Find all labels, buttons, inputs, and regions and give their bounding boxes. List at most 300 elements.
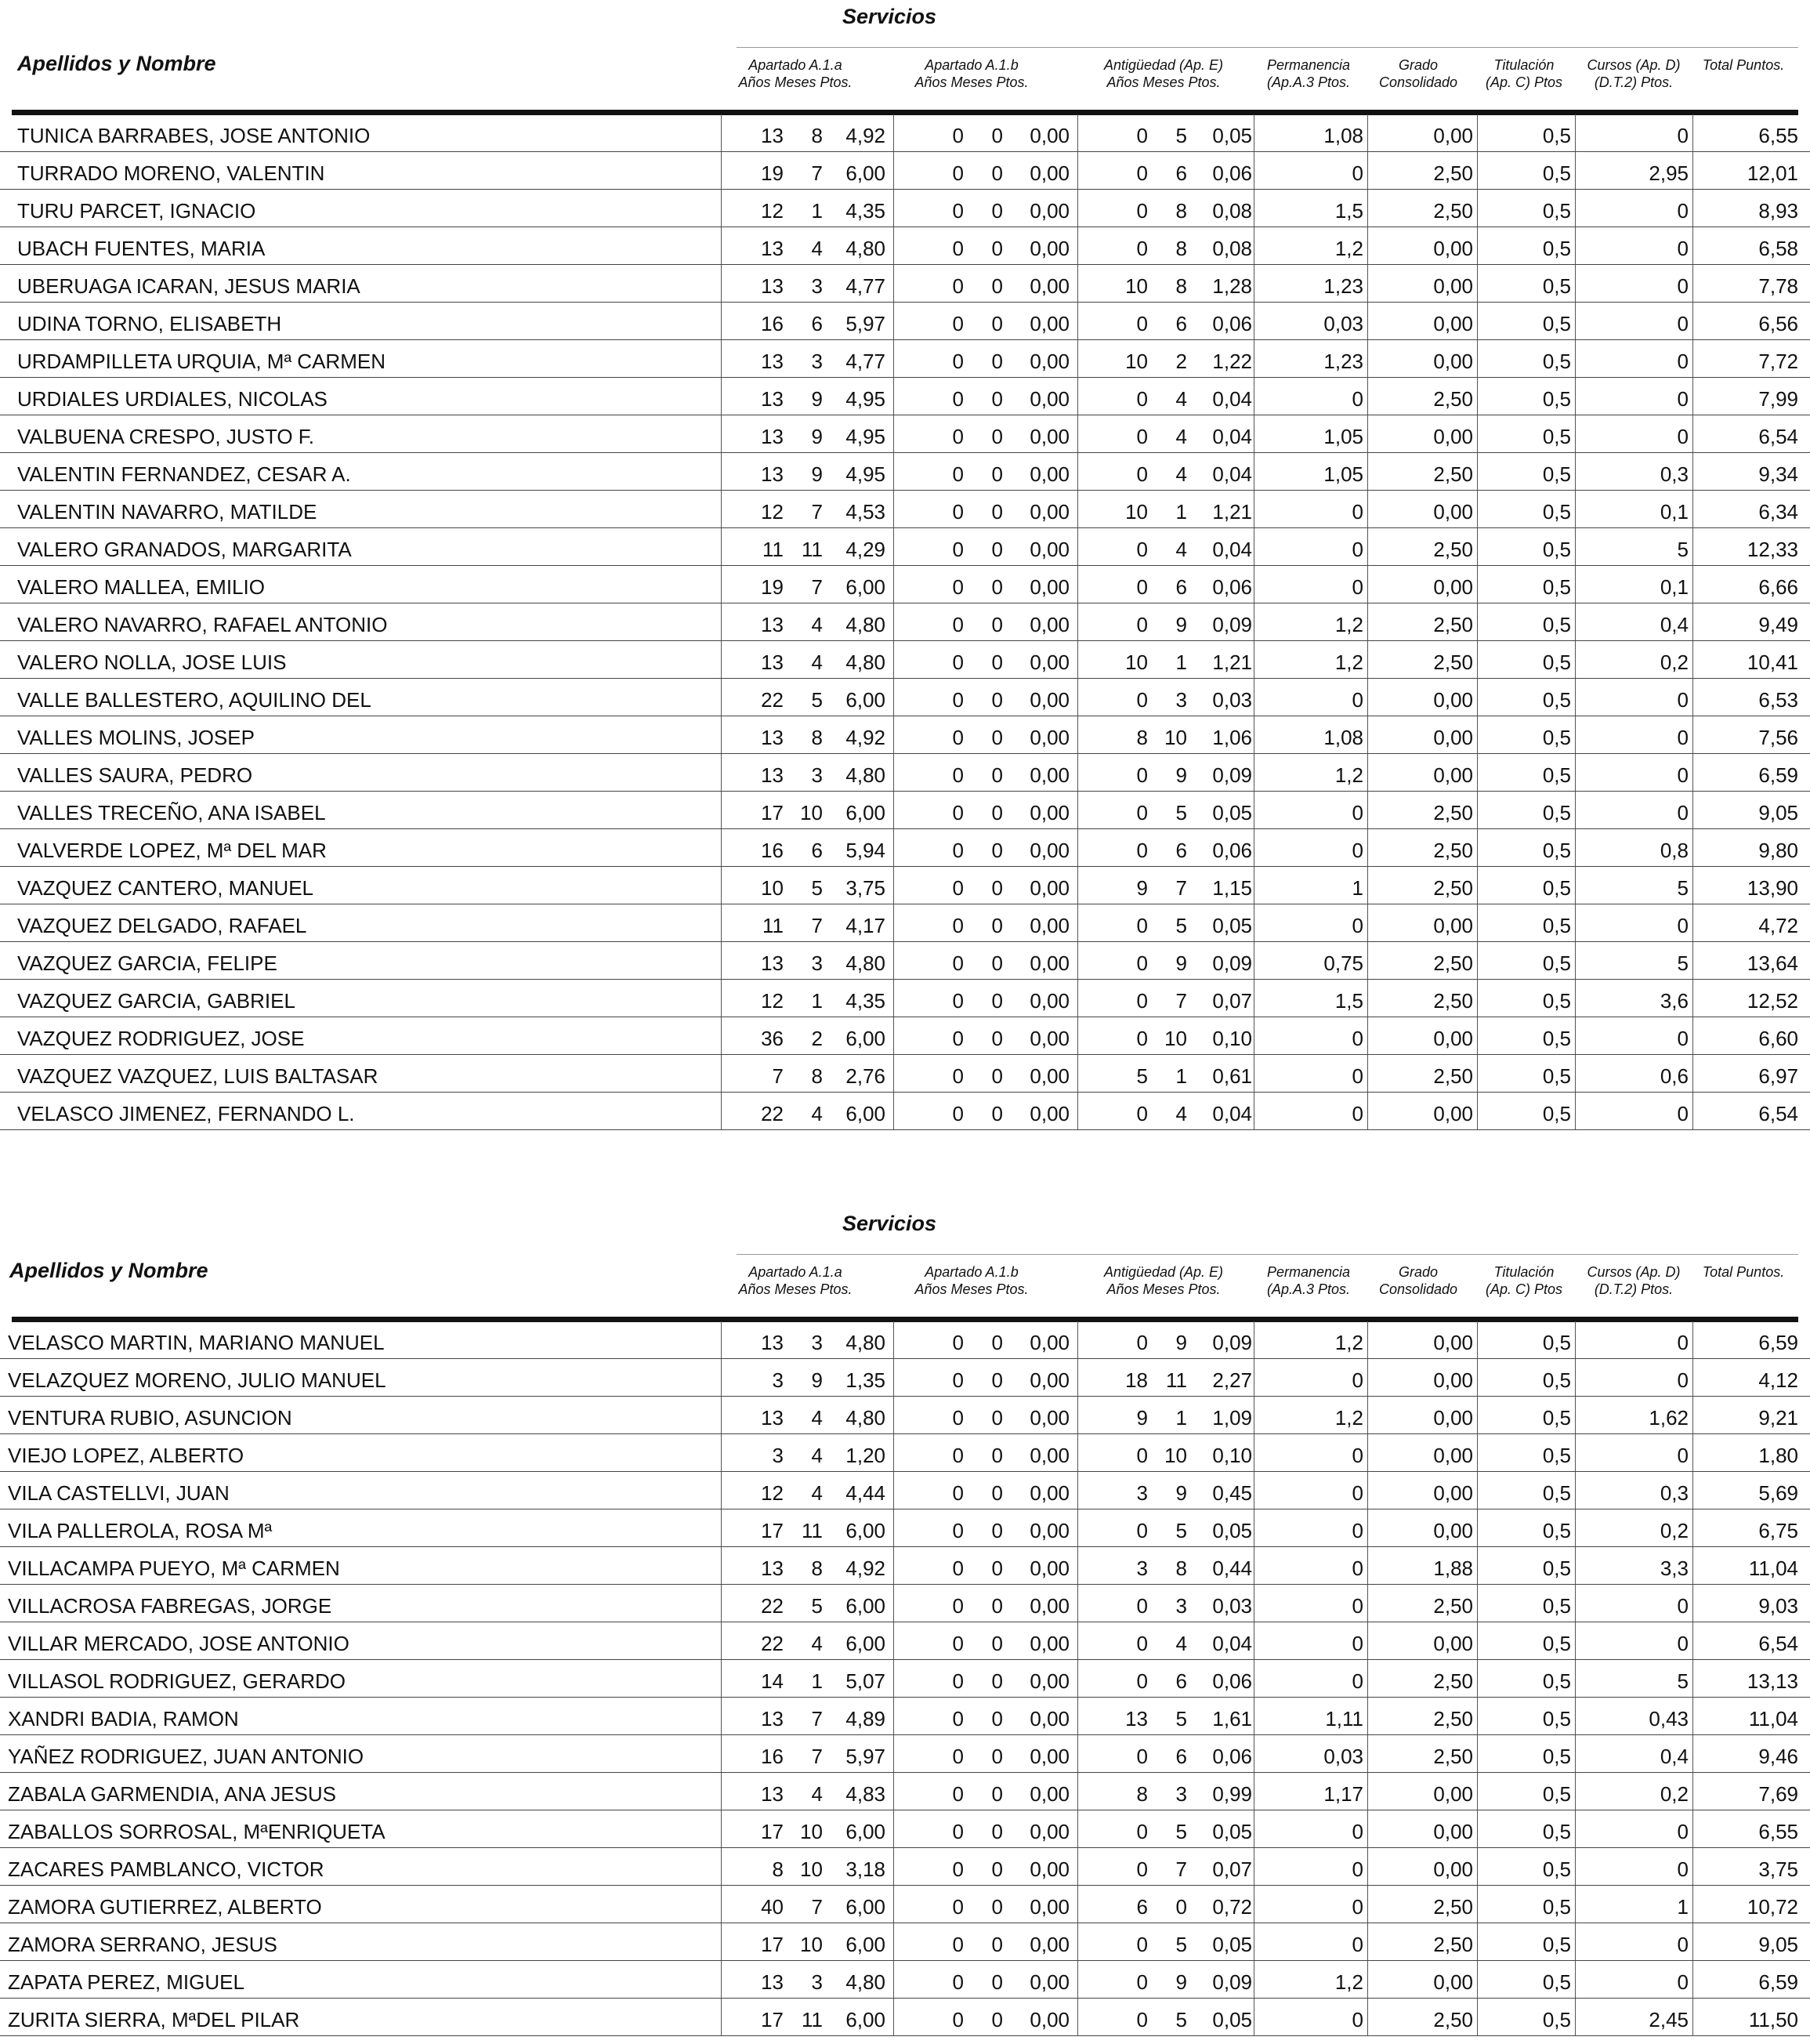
cell-ant-ptos: 0,45: [1212, 1481, 1252, 1505]
column-divider: [1477, 378, 1478, 415]
cell-ant-anos: 0: [1136, 839, 1148, 862]
cell-ant-meses: 5: [1175, 1933, 1187, 1956]
cell-ant-anos: 0: [1136, 538, 1148, 561]
column-divider: [721, 904, 722, 941]
column-divider: [1367, 415, 1368, 452]
table-row: [0, 1923, 1810, 1961]
cell-ant-anos: 0: [1136, 1970, 1148, 1994]
cell-titulacion: 0,5: [1542, 538, 1571, 561]
cell-grado: 2,50: [1433, 2008, 1473, 2031]
column-divider: [721, 1660, 722, 1697]
cell-name: YAÑEZ RODRIGUEZ, JUAN ANTONIO: [8, 1745, 364, 1768]
cell-grado: 2,50: [1433, 1707, 1473, 1731]
cell-ant-anos: 0: [1136, 1745, 1148, 1768]
cell-a1b-meses: 0: [991, 951, 1003, 975]
cell-a1b-meses: 0: [991, 613, 1003, 636]
column-divider: [1692, 1472, 1693, 1509]
cell-ant-ptos: 0,06: [1212, 1669, 1252, 1693]
cell-a1b-ptos: 0,00: [1030, 274, 1070, 298]
column-divider: [1477, 1735, 1478, 1772]
cell-a1b-ptos: 0,00: [1030, 538, 1070, 561]
cell-titulacion: 0,5: [1542, 1444, 1571, 1467]
column-divider: [1575, 1585, 1576, 1622]
column-divider: [721, 378, 722, 415]
cell-titulacion: 0,5: [1542, 1102, 1571, 1125]
cell-ant-anos: 0: [1136, 312, 1148, 335]
cell-ant-anos: 0: [1136, 801, 1148, 824]
cell-total: 11,04: [1748, 1557, 1798, 1580]
cell-ant-meses: 10: [1164, 726, 1187, 749]
cell-ant-anos: 9: [1136, 1406, 1148, 1430]
column-divider: [893, 754, 894, 791]
column-divider: [1367, 829, 1368, 866]
cell-total: 7,69: [1758, 1782, 1798, 1806]
cell-a1a-ptos: 6,00: [845, 575, 885, 599]
cell-a1b-anos: 0: [952, 688, 964, 712]
cell-permanencia: 0: [1352, 914, 1363, 937]
cell-a1a-ptos: 4,77: [845, 274, 885, 298]
cell-total: 6,54: [1758, 425, 1798, 448]
cell-a1a-anos: 17: [761, 2008, 784, 2031]
cell-grado: 0,00: [1433, 124, 1473, 147]
cell-total: 6,59: [1758, 763, 1798, 787]
column-divider: [893, 1886, 894, 1923]
column-divider: [721, 1017, 722, 1054]
column-divider: [1692, 453, 1693, 490]
cell-a1b-anos: 0: [952, 1519, 964, 1542]
cell-a1b-meses: 0: [991, 1102, 1003, 1125]
column-divider: [721, 265, 722, 302]
cell-a1a-anos: 7: [772, 1064, 784, 1088]
cell-permanencia: 0: [1352, 1669, 1363, 1693]
cell-titulacion: 0,5: [1542, 425, 1571, 448]
cell-a1a-ptos: 3,75: [845, 876, 885, 900]
cell-a1a-meses: 7: [811, 575, 823, 599]
cell-permanencia: 1: [1352, 876, 1363, 900]
cell-titulacion: 0,5: [1542, 1557, 1571, 1580]
cell-a1a-anos: 14: [761, 1669, 784, 1693]
column-divider: [1367, 1698, 1368, 1734]
cell-permanencia: 0,75: [1323, 951, 1363, 975]
cell-total: 7,56: [1758, 726, 1798, 749]
column-divider: [1077, 415, 1078, 452]
column-divider: [1077, 867, 1078, 904]
column-divider: [721, 942, 722, 979]
column-divider: [721, 152, 722, 189]
column-divider: [721, 1397, 722, 1433]
cell-ant-ptos: 0,04: [1212, 1632, 1252, 1655]
column-divider: [1367, 1923, 1368, 1960]
cell-a1b-anos: 0: [952, 161, 964, 185]
column-divider: [1367, 1961, 1368, 1998]
column-divider: [1367, 1585, 1368, 1622]
cell-ant-anos: 0: [1136, 462, 1148, 486]
column-divider: [1477, 491, 1478, 527]
cell-a1b-meses: 0: [991, 1933, 1003, 1956]
column-divider: [893, 1359, 894, 1396]
column-divider: [893, 603, 894, 640]
cell-ant-anos: 0: [1136, 425, 1148, 448]
cell-cursos: 0: [1677, 387, 1689, 411]
column-header-cursos: Cursos (Ap. D) (D.T.2) Ptos.: [1587, 1264, 1681, 1297]
cell-a1a-ptos: 6,00: [845, 1594, 885, 1618]
cell-ant-anos: 0: [1136, 161, 1148, 185]
cell-a1a-ptos: 4,80: [845, 237, 885, 260]
cell-titulacion: 0,5: [1542, 1782, 1571, 1806]
column-divider: [1692, 152, 1693, 189]
cell-ant-ptos: 0,06: [1212, 1745, 1252, 1768]
cell-grado: 2,50: [1433, 199, 1473, 223]
cell-a1a-meses: 3: [811, 1331, 823, 1354]
cell-a1b-meses: 0: [991, 651, 1003, 674]
column-divider: [721, 679, 722, 716]
column-divider: [1692, 679, 1693, 716]
cell-a1b-ptos: 0,00: [1030, 575, 1070, 599]
cell-total: 12,52: [1747, 989, 1798, 1013]
cell-ant-ptos: 0,08: [1212, 199, 1252, 223]
cell-a1a-ptos: 6,00: [845, 1933, 885, 1956]
cell-a1b-ptos: 0,00: [1030, 1444, 1070, 1467]
cell-a1a-ptos: 4,29: [845, 538, 885, 561]
cell-ant-meses: 5: [1175, 124, 1187, 147]
cell-ant-anos: 0: [1136, 1444, 1148, 1467]
cell-a1a-ptos: 1,20: [845, 1444, 885, 1467]
cell-a1a-ptos: 1,35: [845, 1368, 885, 1392]
cell-grado: 2,50: [1433, 613, 1473, 636]
column-divider: [1575, 114, 1576, 151]
column-divider: [1692, 340, 1693, 377]
cell-ant-anos: 0: [1136, 1027, 1148, 1050]
column-divider: [1367, 227, 1368, 264]
column-divider: [1692, 1698, 1693, 1734]
column-divider: [1477, 1961, 1478, 1998]
cell-grado: 2,50: [1433, 989, 1473, 1013]
cell-a1a-anos: 13: [761, 1557, 784, 1580]
cell-ant-anos: 0: [1136, 1331, 1148, 1354]
column-divider: [1692, 1999, 1693, 2035]
cell-a1b-meses: 0: [991, 1557, 1003, 1580]
column-divider: [1575, 528, 1576, 565]
column-divider: [1367, 1017, 1368, 1054]
column-divider: [1575, 1547, 1576, 1584]
cell-a1a-meses: 4: [811, 237, 823, 260]
column-header-cursos: Cursos (Ap. D) (D.T.2) Ptos.: [1587, 57, 1681, 90]
cell-a1b-meses: 0: [991, 161, 1003, 185]
cell-cursos: 0,43: [1649, 1707, 1689, 1731]
column-divider: [893, 1660, 894, 1697]
cell-name: UBACH FUENTES, MARIA: [17, 237, 266, 260]
cell-ant-anos: 10: [1125, 500, 1148, 524]
cell-grado: 2,50: [1433, 1669, 1473, 1693]
column-divider: [1077, 378, 1078, 415]
column-divider: [1692, 1886, 1693, 1923]
table-row: [0, 453, 1810, 491]
cell-ant-ptos: 0,05: [1212, 1933, 1252, 1956]
cell-ant-meses: 4: [1175, 1632, 1187, 1655]
cell-a1a-meses: 10: [800, 1933, 823, 1956]
cell-name: VALVERDE LOPEZ, Mª DEL MAR: [17, 839, 327, 862]
cell-a1a-meses: 7: [811, 1707, 823, 1731]
column-divider: [893, 1735, 894, 1772]
cell-name: VILLASOL RODRIGUEZ, GERARDO: [8, 1669, 346, 1693]
cell-titulacion: 0,5: [1542, 1027, 1571, 1050]
column-divider: [893, 1434, 894, 1471]
column-divider: [1367, 679, 1368, 716]
column-divider: [721, 1848, 722, 1885]
cell-a1b-ptos: 0,00: [1030, 1519, 1070, 1542]
cell-a1a-anos: 13: [761, 387, 784, 411]
cell-a1b-anos: 0: [952, 1027, 964, 1050]
cell-cursos: 0: [1677, 124, 1689, 147]
column-divider: [1367, 378, 1368, 415]
cell-a1b-meses: 0: [991, 237, 1003, 260]
cell-permanencia: 0: [1352, 1594, 1363, 1618]
cell-ant-anos: 10: [1125, 350, 1148, 373]
cell-a1b-anos: 0: [952, 312, 964, 335]
cell-a1b-ptos: 0,00: [1030, 2008, 1070, 2031]
column-divider: [1077, 679, 1078, 716]
cell-a1a-anos: 13: [761, 1970, 784, 1994]
cell-ant-meses: 7: [1175, 1857, 1187, 1881]
cell-name: VALENTIN FERNANDEZ, CESAR A.: [17, 462, 351, 486]
cell-titulacion: 0,5: [1542, 651, 1571, 674]
cell-ant-meses: 3: [1175, 1594, 1187, 1618]
cell-permanencia: 1,05: [1323, 425, 1363, 448]
cell-titulacion: 0,5: [1542, 312, 1571, 335]
cell-permanencia: 0: [1352, 1933, 1363, 1956]
cell-name: VALLES TRECEÑO, ANA ISABEL: [17, 801, 326, 824]
cell-name: TURRADO MORENO, VALENTIN: [17, 161, 325, 185]
cell-grado: 2,50: [1433, 1745, 1473, 1768]
cell-grado: 2,50: [1433, 1895, 1473, 1919]
cell-a1a-ptos: 2,76: [845, 1064, 885, 1088]
cell-a1b-ptos: 0,00: [1030, 1970, 1070, 1994]
cell-ant-anos: 3: [1136, 1481, 1148, 1505]
cell-total: 9,21: [1758, 1406, 1798, 1430]
column-divider: [1477, 1321, 1478, 1358]
column-header-name: Apellidos y Nombre: [9, 1259, 208, 1282]
cell-permanencia: 0: [1352, 387, 1363, 411]
cell-a1a-meses: 4: [811, 1632, 823, 1655]
table-row: [0, 1585, 1810, 1622]
cell-total: 7,72: [1758, 350, 1798, 373]
cell-ant-ptos: 0,06: [1212, 575, 1252, 599]
cell-a1b-ptos: 0,00: [1030, 1102, 1070, 1125]
column-divider: [1077, 1434, 1078, 1471]
cell-ant-ptos: 0,07: [1212, 989, 1252, 1013]
cell-a1b-ptos: 0,00: [1030, 1064, 1070, 1088]
cell-ant-ptos: 0,03: [1212, 1594, 1252, 1618]
cell-permanencia: 1,23: [1323, 274, 1363, 298]
cell-ant-meses: 7: [1175, 876, 1187, 900]
cell-cursos: 0,3: [1660, 462, 1689, 486]
cell-a1a-ptos: 4,53: [845, 500, 885, 524]
cell-a1b-anos: 0: [952, 1857, 964, 1881]
cell-name: VALERO NAVARRO, RAFAEL ANTONIO: [17, 613, 388, 636]
cell-ant-anos: 5: [1136, 1064, 1148, 1088]
column-header-total: Total Puntos.: [1702, 1264, 1785, 1280]
cell-name: VAZQUEZ GARCIA, FELIPE: [17, 951, 277, 975]
cell-a1a-anos: 16: [761, 312, 784, 335]
column-divider: [1367, 641, 1368, 678]
cell-total: 7,99: [1758, 387, 1798, 411]
column-divider: [1077, 942, 1078, 979]
column-divider: [721, 566, 722, 603]
column-divider: [1367, 566, 1368, 603]
column-divider: [893, 491, 894, 527]
cell-a1b-meses: 0: [991, 1481, 1003, 1505]
cell-a1b-anos: 0: [952, 1594, 964, 1618]
cell-a1b-ptos: 0,00: [1030, 1895, 1070, 1919]
column-divider: [1575, 942, 1576, 979]
cell-a1b-ptos: 0,00: [1030, 651, 1070, 674]
cell-name: VALLE BALLESTERO, AQUILINO DEL: [17, 688, 371, 712]
cell-a1b-anos: 0: [952, 237, 964, 260]
column-divider: [1077, 227, 1078, 264]
cell-titulacion: 0,5: [1542, 1857, 1571, 1881]
cell-a1b-anos: 0: [952, 2008, 964, 2031]
table-row: [0, 227, 1810, 265]
cell-cursos: 3,3: [1660, 1557, 1689, 1580]
column-divider: [721, 1773, 722, 1810]
cell-a1b-meses: 0: [991, 1669, 1003, 1693]
column-divider: [721, 1472, 722, 1509]
cell-total: 4,12: [1758, 1368, 1798, 1392]
column-divider: [1367, 792, 1368, 828]
column-divider: [1575, 904, 1576, 941]
cell-grado: 0,00: [1433, 1782, 1473, 1806]
cell-a1b-ptos: 0,00: [1030, 688, 1070, 712]
cell-a1b-ptos: 0,00: [1030, 951, 1070, 975]
column-divider: [893, 1848, 894, 1885]
cell-ant-meses: 8: [1175, 274, 1187, 298]
cell-ant-meses: 9: [1175, 951, 1187, 975]
cell-cursos: 0,8: [1660, 839, 1689, 862]
column-divider: [1575, 303, 1576, 339]
cell-ant-meses: 8: [1175, 237, 1187, 260]
cell-ant-anos: 0: [1136, 199, 1148, 223]
cell-cursos: 0: [1677, 199, 1689, 223]
cell-a1b-ptos: 0,00: [1030, 500, 1070, 524]
column-divider: [721, 1093, 722, 1129]
column-divider: [1477, 1622, 1478, 1659]
column-divider: [721, 980, 722, 1017]
cell-cursos: 5: [1677, 876, 1689, 900]
column-divider: [1692, 1773, 1693, 1810]
cell-a1b-ptos: 0,00: [1030, 1669, 1070, 1693]
column-divider: [1692, 1622, 1693, 1659]
cell-a1b-anos: 0: [952, 726, 964, 749]
column-divider: [1077, 1397, 1078, 1433]
cell-a1b-ptos: 0,00: [1030, 199, 1070, 223]
cell-cursos: 0: [1677, 1594, 1689, 1618]
cell-a1b-anos: 0: [952, 1895, 964, 1919]
column-divider: [1477, 415, 1478, 452]
cell-a1b-meses: 0: [991, 124, 1003, 147]
cell-ant-ptos: 0,06: [1212, 839, 1252, 862]
column-divider: [893, 303, 894, 339]
cell-a1b-meses: 0: [991, 462, 1003, 486]
column-divider: [1575, 829, 1576, 866]
cell-a1a-anos: 16: [761, 1745, 784, 1768]
table-row: [0, 679, 1810, 716]
cell-ant-meses: 5: [1175, 914, 1187, 937]
column-divider: [1367, 603, 1368, 640]
column-divider: [1077, 1810, 1078, 1847]
cell-total: 6,75: [1758, 1519, 1798, 1542]
column-header-grado: Grado Consolidado: [1378, 57, 1458, 90]
cell-a1a-ptos: 4,83: [845, 1782, 885, 1806]
column-divider: [1477, 528, 1478, 565]
cell-name: VILLACAMPA PUEYO, Mª CARMEN: [8, 1557, 340, 1580]
cell-a1b-meses: 0: [991, 763, 1003, 787]
cell-name: VALERO MALLEA, EMILIO: [17, 575, 265, 599]
column-divider: [1575, 378, 1576, 415]
cell-permanencia: 0: [1352, 1064, 1363, 1088]
column-divider: [1077, 1093, 1078, 1129]
column-divider: [1477, 1698, 1478, 1734]
cell-a1a-ptos: 4,95: [845, 425, 885, 448]
cell-name: VENTURA RUBIO, ASUNCION: [8, 1406, 292, 1430]
cell-ant-anos: 0: [1136, 914, 1148, 937]
column-divider: [893, 227, 894, 264]
table-row: [0, 303, 1810, 340]
column-divider: [893, 415, 894, 452]
cell-a1a-ptos: 6,00: [845, 161, 885, 185]
table-row: [0, 190, 1810, 227]
cell-name: VILLAR MERCADO, JOSE ANTONIO: [8, 1632, 349, 1655]
cell-a1a-ptos: 4,80: [845, 1970, 885, 1994]
column-divider: [1477, 227, 1478, 264]
cell-total: 13,64: [1747, 951, 1798, 975]
cell-a1a-ptos: 5,97: [845, 312, 885, 335]
table-row: [0, 942, 1810, 980]
table-row: [0, 1547, 1810, 1585]
cell-a1a-meses: 10: [800, 1857, 823, 1881]
cell-name: UBERUAGA ICARAN, JESUS MARIA: [17, 274, 360, 298]
cell-a1a-meses: 7: [811, 1745, 823, 1768]
cell-grado: 0,00: [1433, 1820, 1473, 1843]
cell-ant-meses: 1: [1175, 500, 1187, 524]
column-divider: [1477, 603, 1478, 640]
cell-grado: 0,00: [1433, 312, 1473, 335]
column-divider: [1077, 152, 1078, 189]
column-header-total: Total Puntos.: [1702, 57, 1785, 73]
column-divider: [1692, 1359, 1693, 1396]
cell-a1a-meses: 7: [811, 1895, 823, 1919]
cell-a1b-meses: 0: [991, 839, 1003, 862]
cell-cursos: 0: [1677, 726, 1689, 749]
column-divider: [1575, 1660, 1576, 1697]
cell-a1b-anos: 0: [952, 350, 964, 373]
cell-a1a-anos: 17: [761, 1519, 784, 1542]
cell-permanencia: 0: [1352, 161, 1363, 185]
cell-ant-anos: 0: [1136, 1820, 1148, 1843]
cell-a1a-anos: 10: [761, 876, 784, 900]
cell-a1b-meses: 0: [991, 575, 1003, 599]
cell-permanencia: 1,17: [1323, 1782, 1363, 1806]
cell-ant-meses: 10: [1164, 1444, 1187, 1467]
column-divider: [893, 1923, 894, 1960]
cell-name: VALLES MOLINS, JOSEP: [17, 726, 255, 749]
cell-grado: 0,00: [1433, 274, 1473, 298]
cell-a1a-meses: 4: [811, 1406, 823, 1430]
cell-cursos: 0: [1677, 763, 1689, 787]
cell-a1b-meses: 0: [991, 274, 1003, 298]
table-row: [0, 114, 1810, 152]
column-divider: [1575, 1923, 1576, 1960]
cell-a1a-ptos: 4,80: [845, 651, 885, 674]
